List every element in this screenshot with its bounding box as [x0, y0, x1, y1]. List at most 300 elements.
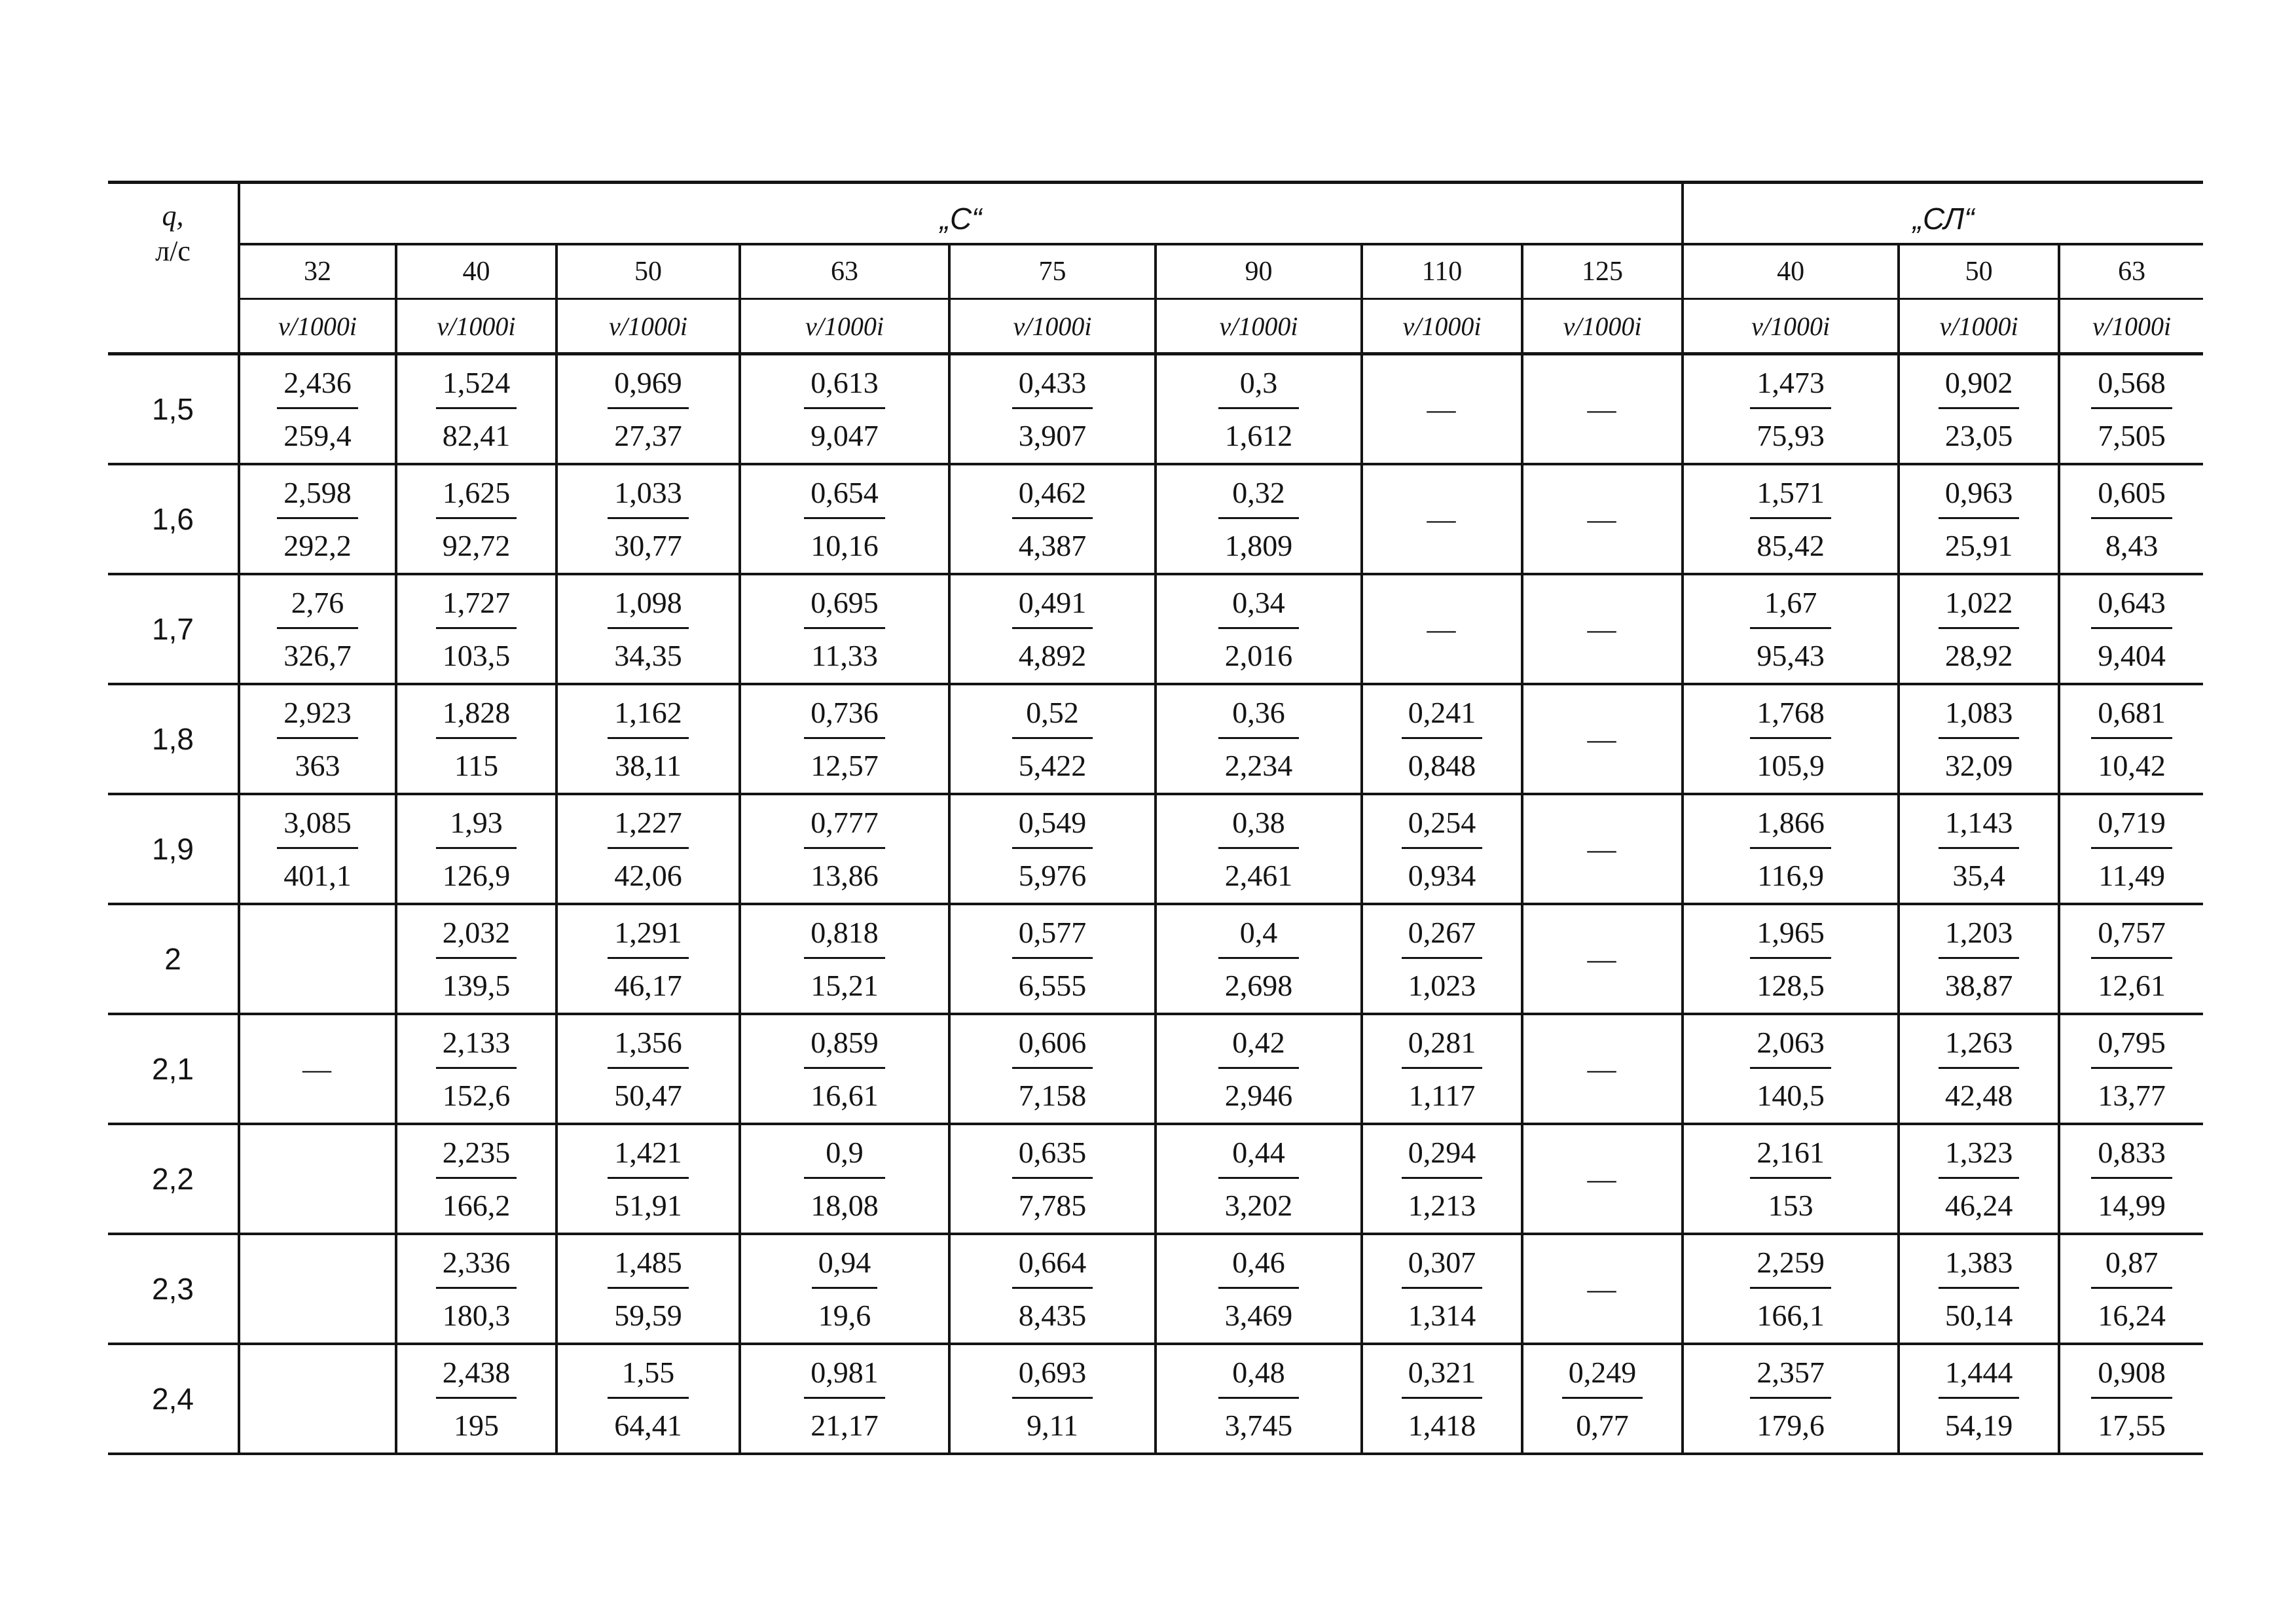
table-cell — [2059, 1234, 2203, 1344]
diameter-c-50: 50 — [556, 244, 740, 299]
table-row — [108, 794, 2203, 904]
velocity-loss-fraction — [1012, 365, 1093, 452]
head-loss-value: 12,61 — [2098, 968, 2166, 1002]
velocity-loss-fraction — [608, 695, 689, 782]
table-cell — [1899, 354, 2059, 465]
head-loss-value: 1,117 — [1408, 1078, 1476, 1112]
empty-dash: — — [1587, 613, 1618, 645]
velocity-loss-fraction — [1750, 585, 1831, 672]
table-cell — [239, 1014, 396, 1124]
table-cell — [740, 574, 949, 684]
table-cell — [1362, 574, 1522, 684]
velocity-loss-fraction — [608, 1025, 689, 1112]
velocity-loss-fraction — [608, 805, 689, 892]
velocity-loss-fraction — [1750, 1135, 1831, 1222]
velocity-loss-fraction — [804, 475, 885, 562]
head-loss-value: 8,435 — [1018, 1298, 1087, 1332]
table-cell — [239, 684, 396, 794]
head-loss-value: 180,3 — [442, 1298, 511, 1332]
table-cell — [1899, 684, 2059, 794]
velocity-value: 0,635 — [1012, 1138, 1093, 1179]
table-cell — [949, 1014, 1156, 1124]
velocity-value: 1,143 — [1939, 808, 2020, 849]
velocity-value: 0,9 — [804, 1138, 885, 1179]
velocity-loss-fraction — [1402, 1135, 1483, 1222]
table-cell — [1522, 684, 1683, 794]
head-loss-value: 6,555 — [1018, 968, 1087, 1002]
empty-dash: — — [302, 1053, 333, 1085]
head-loss-value: 46,17 — [614, 968, 682, 1002]
head-loss-value: 64,41 — [614, 1408, 682, 1442]
head-loss-value: 92,72 — [442, 528, 511, 562]
table-cell — [396, 1124, 556, 1234]
table-cell — [2059, 1124, 2203, 1234]
head-loss-value: 3,469 — [1224, 1298, 1293, 1332]
head-loss-value: 46,24 — [1944, 1188, 2013, 1222]
velocity-loss-fraction — [1012, 475, 1093, 562]
velocity-value: 1,67 — [1750, 588, 1831, 629]
velocity-loss-fraction — [1750, 1355, 1831, 1442]
velocity-loss-fraction — [1402, 1025, 1483, 1112]
head-loss-value: 179,6 — [1757, 1408, 1825, 1442]
head-loss-value: 75,93 — [1757, 418, 1825, 452]
diameter-c-90: 90 — [1156, 244, 1362, 299]
table-cell — [1683, 1124, 1899, 1234]
velocity-loss-fraction — [1939, 585, 2020, 672]
velocity-loss-fraction — [1218, 585, 1300, 672]
head-loss-value: 103,5 — [442, 638, 511, 672]
velocity-value: 0,549 — [1012, 808, 1093, 849]
head-loss-value: 8,43 — [2105, 528, 2159, 562]
velocity-loss-fraction — [1939, 915, 2020, 1002]
velocity-loss-fraction — [1218, 915, 1300, 1002]
velocity-value: 2,598 — [277, 478, 358, 519]
velocity-loss-fraction — [2091, 915, 2172, 1002]
table-cell — [1899, 794, 2059, 904]
velocity-loss-fraction — [1750, 1025, 1831, 1112]
head-loss-value: 12,57 — [811, 748, 879, 782]
head-loss-value: 16,24 — [2098, 1298, 2166, 1332]
velocity-loss-fraction — [277, 585, 358, 672]
head-loss-value: 1,023 — [1408, 968, 1476, 1002]
empty-dash: — — [1587, 1272, 1618, 1305]
diameter-cl-63: 63 — [2059, 244, 2203, 299]
table-cell — [556, 354, 740, 465]
table-cell — [556, 684, 740, 794]
head-loss-value: 166,2 — [442, 1188, 511, 1222]
velocity-loss-fraction — [1402, 1355, 1483, 1442]
velocity-value: 0,254 — [1402, 808, 1483, 849]
flow-rate-value: 1,9 — [108, 794, 239, 904]
diameter-c-110: 110 — [1362, 244, 1522, 299]
head-loss-value: 30,77 — [614, 528, 682, 562]
velocity-value: 0,87 — [2091, 1248, 2172, 1289]
flow-rate-value: 1,8 — [108, 684, 239, 794]
velocity-loss-fraction — [804, 1355, 885, 1442]
head-loss-value: 42,06 — [614, 858, 682, 892]
head-loss-value: 54,19 — [1944, 1408, 2013, 1442]
empty-dash: — — [1587, 1163, 1618, 1195]
velocity-loss-fraction — [804, 915, 885, 1002]
head-loss-value: 4,387 — [1018, 528, 1087, 562]
diameter-cl-50: 50 — [1899, 244, 2059, 299]
table-cell — [1156, 1124, 1362, 1234]
velocity-label-row — [108, 299, 2203, 354]
head-loss-value: 105,9 — [1757, 748, 1825, 782]
velocity-loss-fraction — [277, 805, 358, 892]
velocity-value: 0,3 — [1218, 368, 1300, 409]
velocity-value: 1,356 — [608, 1028, 689, 1069]
velocity-value: 1,828 — [436, 698, 517, 739]
velocity-label: v/1000i — [396, 299, 556, 354]
velocity-loss-fraction — [1939, 475, 2020, 562]
table-cell — [949, 464, 1156, 574]
head-loss-value: 128,5 — [1757, 968, 1825, 1002]
table-cell — [740, 1234, 949, 1344]
velocity-loss-fraction — [436, 915, 517, 1002]
table-cell — [949, 684, 1156, 794]
velocity-loss-fraction — [2091, 585, 2172, 672]
velocity-loss-fraction — [1750, 475, 1831, 562]
table-cell — [949, 354, 1156, 465]
table-cell — [1362, 1014, 1522, 1124]
head-loss-value: 50,14 — [1944, 1298, 2013, 1332]
table-cell — [1362, 904, 1522, 1014]
head-loss-value: 3,907 — [1018, 418, 1087, 452]
flow-rate-value: 2 — [108, 904, 239, 1014]
head-loss-value: 15,21 — [811, 968, 879, 1002]
table-cell — [1522, 904, 1683, 1014]
velocity-loss-fraction — [436, 1025, 517, 1112]
table-cell — [1683, 1344, 1899, 1454]
table-cell — [239, 574, 396, 684]
head-loss-value: 3,202 — [1224, 1188, 1293, 1222]
head-loss-value: 292,2 — [283, 528, 352, 562]
head-loss-value: 2,946 — [1224, 1078, 1293, 1112]
velocity-value: 2,161 — [1750, 1138, 1831, 1179]
velocity-loss-fraction — [1012, 805, 1093, 892]
head-loss-value: 1,314 — [1408, 1298, 1476, 1332]
velocity-value: 0,321 — [1402, 1358, 1483, 1399]
head-loss-value: 19,6 — [818, 1298, 871, 1332]
velocity-value: 1,625 — [436, 478, 517, 519]
table-cell — [1522, 1344, 1683, 1454]
head-loss-value: 140,5 — [1757, 1078, 1825, 1112]
velocity-value: 0,643 — [2091, 588, 2172, 629]
velocity-loss-fraction — [2091, 1355, 2172, 1442]
head-loss-value: 2,016 — [1224, 638, 1293, 672]
velocity-loss-fraction — [1750, 915, 1831, 1002]
velocity-value: 0,833 — [2091, 1138, 2172, 1179]
velocity-value: 1,473 — [1750, 368, 1831, 409]
velocity-loss-fraction — [608, 1355, 689, 1442]
table-cell — [740, 354, 949, 465]
table-cell — [396, 684, 556, 794]
table-cell — [556, 464, 740, 574]
velocity-value: 1,93 — [436, 808, 517, 849]
velocity-loss-fraction — [436, 1355, 517, 1442]
table-cell — [1899, 464, 2059, 574]
velocity-loss-fraction — [2091, 1135, 2172, 1222]
velocity-loss-fraction — [1218, 805, 1300, 892]
flow-rate-value: 2,2 — [108, 1124, 239, 1234]
head-loss-value: 82,41 — [442, 418, 511, 452]
velocity-loss-fraction — [277, 695, 358, 782]
velocity-value: 1,227 — [608, 808, 689, 849]
table-cell — [396, 354, 556, 465]
head-loss-value: 2,461 — [1224, 858, 1293, 892]
velocity-value: 0,36 — [1218, 698, 1300, 739]
head-loss-value: 7,158 — [1018, 1078, 1087, 1112]
velocity-value: 0,42 — [1218, 1028, 1300, 1069]
velocity-loss-fraction — [1218, 1025, 1300, 1112]
velocity-value: 0,38 — [1218, 808, 1300, 849]
velocity-value: 2,032 — [436, 918, 517, 959]
table-cell — [396, 1234, 556, 1344]
velocity-loss-fraction — [1750, 1245, 1831, 1332]
table-cell — [740, 1344, 949, 1454]
head-loss-value: 17,55 — [2098, 1408, 2166, 1442]
table-cell — [1683, 904, 1899, 1014]
velocity-value: 1,383 — [1939, 1248, 2020, 1289]
velocity-loss-fraction — [1218, 365, 1300, 452]
table-cell — [1522, 1014, 1683, 1124]
velocity-loss-fraction — [812, 1245, 878, 1332]
head-loss-value: 0,77 — [1576, 1408, 1629, 1442]
table-cell — [2059, 354, 2203, 465]
table-cell — [396, 794, 556, 904]
velocity-value: 0,48 — [1218, 1358, 1300, 1399]
group-header-cl: „СЛ“ — [1683, 183, 2203, 245]
velocity-loss-fraction — [608, 585, 689, 672]
velocity-value: 0,719 — [2091, 808, 2172, 849]
empty-dash: — — [1427, 613, 1457, 645]
velocity-loss-fraction — [1750, 695, 1831, 782]
velocity-value: 2,259 — [1750, 1248, 1831, 1289]
head-loss-value: 4,892 — [1018, 638, 1087, 672]
head-loss-value: 116,9 — [1757, 858, 1824, 892]
table-cell — [1362, 684, 1522, 794]
table-row — [108, 1014, 2203, 1124]
table-cell — [1683, 574, 1899, 684]
table-cell — [740, 1014, 949, 1124]
table-cell — [1899, 1234, 2059, 1344]
velocity-loss-fraction — [1012, 1025, 1093, 1112]
table-cell — [740, 1124, 949, 1234]
velocity-value: 1,727 — [436, 588, 517, 629]
empty-dash: — — [1587, 833, 1618, 865]
velocity-loss-fraction — [1939, 1355, 2020, 1442]
flow-rate-value: 2,4 — [108, 1344, 239, 1454]
head-loss-value: 166,1 — [1757, 1298, 1825, 1332]
empty-dash: — — [1587, 393, 1618, 425]
velocity-loss-fraction — [804, 1135, 885, 1222]
velocity-value: 0,577 — [1012, 918, 1093, 959]
table-cell — [1362, 354, 1522, 465]
velocity-loss-fraction — [1012, 585, 1093, 672]
velocity-value: 1,098 — [608, 588, 689, 629]
velocity-label: v/1000i — [1362, 299, 1522, 354]
head-loss-value: 3,745 — [1224, 1408, 1293, 1442]
head-loss-value: 13,77 — [2098, 1078, 2166, 1112]
head-loss-value: 25,91 — [1944, 528, 2013, 562]
velocity-value: 1,866 — [1750, 808, 1831, 849]
velocity-loss-fraction — [436, 365, 517, 452]
table-cell — [239, 354, 396, 465]
velocity-loss-fraction — [804, 695, 885, 782]
velocity-value: 1,323 — [1939, 1138, 2020, 1179]
table-cell — [1156, 1344, 1362, 1454]
velocity-loss-fraction — [608, 915, 689, 1002]
head-loss-value: 195 — [454, 1408, 499, 1442]
head-loss-value: 16,61 — [811, 1078, 879, 1112]
table-cell — [239, 904, 396, 1014]
table-cell — [239, 1344, 396, 1454]
empty-dash: — — [1427, 393, 1457, 425]
velocity-label: v/1000i — [1683, 299, 1899, 354]
empty-dash: — — [1587, 1053, 1618, 1085]
table-cell — [396, 1014, 556, 1124]
head-loss-value: 259,4 — [283, 418, 352, 452]
velocity-value: 0,4 — [1218, 918, 1300, 959]
velocity-value: 0,777 — [804, 808, 885, 849]
head-loss-value: 18,08 — [811, 1188, 879, 1222]
table-cell — [556, 1124, 740, 1234]
head-loss-value: 2,698 — [1224, 968, 1293, 1002]
flow-rate-value: 2,1 — [108, 1014, 239, 1124]
velocity-loss-fraction — [608, 1245, 689, 1332]
velocity-value: 1,291 — [608, 918, 689, 959]
velocity-loss-fraction — [1218, 695, 1300, 782]
velocity-loss-fraction — [1939, 1135, 2020, 1222]
velocity-loss-fraction — [436, 1135, 517, 1222]
velocity-value: 1,203 — [1939, 918, 2020, 959]
head-loss-value: 1,809 — [1224, 528, 1293, 562]
velocity-value: 0,568 — [2091, 368, 2172, 409]
table-cell — [396, 464, 556, 574]
head-loss-value: 153 — [1768, 1188, 1813, 1222]
velocity-label: v/1000i — [1522, 299, 1683, 354]
velocity-value: 2,438 — [436, 1358, 517, 1399]
velocity-value: 0,859 — [804, 1028, 885, 1069]
velocity-loss-fraction — [608, 475, 689, 562]
velocity-value: 0,664 — [1012, 1248, 1093, 1289]
table-cell — [1899, 1014, 2059, 1124]
velocity-label: v/1000i — [1899, 299, 2059, 354]
head-loss-value: 1,612 — [1224, 418, 1293, 452]
flow-rate-unit: л/с — [155, 235, 191, 267]
velocity-loss-fraction — [804, 365, 885, 452]
table-cell — [239, 794, 396, 904]
velocity-loss-fraction — [2091, 1245, 2172, 1332]
table-cell — [2059, 794, 2203, 904]
head-loss-value: 11,49 — [2098, 858, 2165, 892]
table-cell — [1899, 1124, 2059, 1234]
velocity-value: 1,263 — [1939, 1028, 2020, 1069]
velocity-value: 0,681 — [2091, 698, 2172, 739]
table-cell — [740, 464, 949, 574]
head-loss-value: 28,92 — [1944, 638, 2013, 672]
head-loss-value: 1,418 — [1408, 1408, 1476, 1442]
table-cell — [949, 574, 1156, 684]
table-cell — [556, 1014, 740, 1124]
velocity-value: 2,76 — [277, 588, 358, 629]
head-loss-value: 10,42 — [2098, 748, 2166, 782]
velocity-loss-fraction — [436, 1245, 517, 1332]
velocity-value: 0,695 — [804, 588, 885, 629]
head-loss-value: 51,91 — [614, 1188, 682, 1222]
velocity-value: 0,908 — [2091, 1358, 2172, 1399]
head-loss-value: 139,5 — [442, 968, 511, 1002]
velocity-loss-fraction — [1218, 475, 1300, 562]
velocity-value: 0,267 — [1402, 918, 1483, 959]
table-cell — [2059, 1344, 2203, 1454]
velocity-loss-fraction — [2091, 475, 2172, 562]
velocity-value: 2,063 — [1750, 1028, 1831, 1069]
velocity-value: 3,085 — [277, 808, 358, 849]
velocity-value: 2,923 — [277, 698, 358, 739]
velocity-value: 0,818 — [804, 918, 885, 959]
head-loss-value: 152,6 — [442, 1078, 511, 1112]
velocity-loss-fraction — [1402, 915, 1483, 1002]
velocity-value: 0,32 — [1218, 478, 1300, 519]
velocity-value: 0,963 — [1939, 478, 2020, 519]
head-loss-value: 50,47 — [614, 1078, 682, 1112]
velocity-loss-fraction — [436, 805, 517, 892]
velocity-value: 0,241 — [1402, 698, 1483, 739]
head-loss-value: 2,234 — [1224, 748, 1293, 782]
table-cell — [1362, 1124, 1522, 1234]
head-loss-value: 11,33 — [811, 638, 878, 672]
velocity-value: 0,757 — [2091, 918, 2172, 959]
head-loss-value: 5,976 — [1018, 858, 1087, 892]
table-cell — [1362, 464, 1522, 574]
table-cell — [1522, 354, 1683, 465]
diameter-c-40: 40 — [396, 244, 556, 299]
table-cell — [1156, 904, 1362, 1014]
table-cell — [1683, 1234, 1899, 1344]
velocity-loss-fraction — [1939, 805, 2020, 892]
table-cell — [740, 904, 949, 1014]
velocity-loss-fraction — [436, 585, 517, 672]
table-cell — [556, 574, 740, 684]
diameter-c-32: 32 — [239, 244, 396, 299]
velocity-value: 1,768 — [1750, 698, 1831, 739]
velocity-loss-fraction — [1218, 1355, 1300, 1442]
table-cell — [1899, 904, 2059, 1014]
velocity-value: 0,52 — [1012, 698, 1093, 739]
head-loss-value: 7,785 — [1018, 1188, 1087, 1222]
velocity-loss-fraction — [1218, 1245, 1300, 1332]
table-cell — [396, 574, 556, 684]
head-loss-value: 85,42 — [1757, 528, 1825, 562]
velocity-value: 0,44 — [1218, 1138, 1300, 1179]
table-cell — [556, 1344, 740, 1454]
velocity-value: 1,421 — [608, 1138, 689, 1179]
velocity-value: 0,34 — [1218, 588, 1300, 629]
table-row — [108, 904, 2203, 1014]
table-cell — [2059, 1014, 2203, 1124]
table-cell — [1683, 464, 1899, 574]
velocity-loss-fraction — [1402, 805, 1483, 892]
velocity-loss-fraction — [1218, 1135, 1300, 1222]
velocity-value: 2,357 — [1750, 1358, 1831, 1399]
velocity-value: 0,605 — [2091, 478, 2172, 519]
velocity-loss-fraction — [2091, 1025, 2172, 1112]
table-row — [108, 464, 2203, 574]
table-cell — [1156, 794, 1362, 904]
empty-dash: — — [1587, 943, 1618, 975]
